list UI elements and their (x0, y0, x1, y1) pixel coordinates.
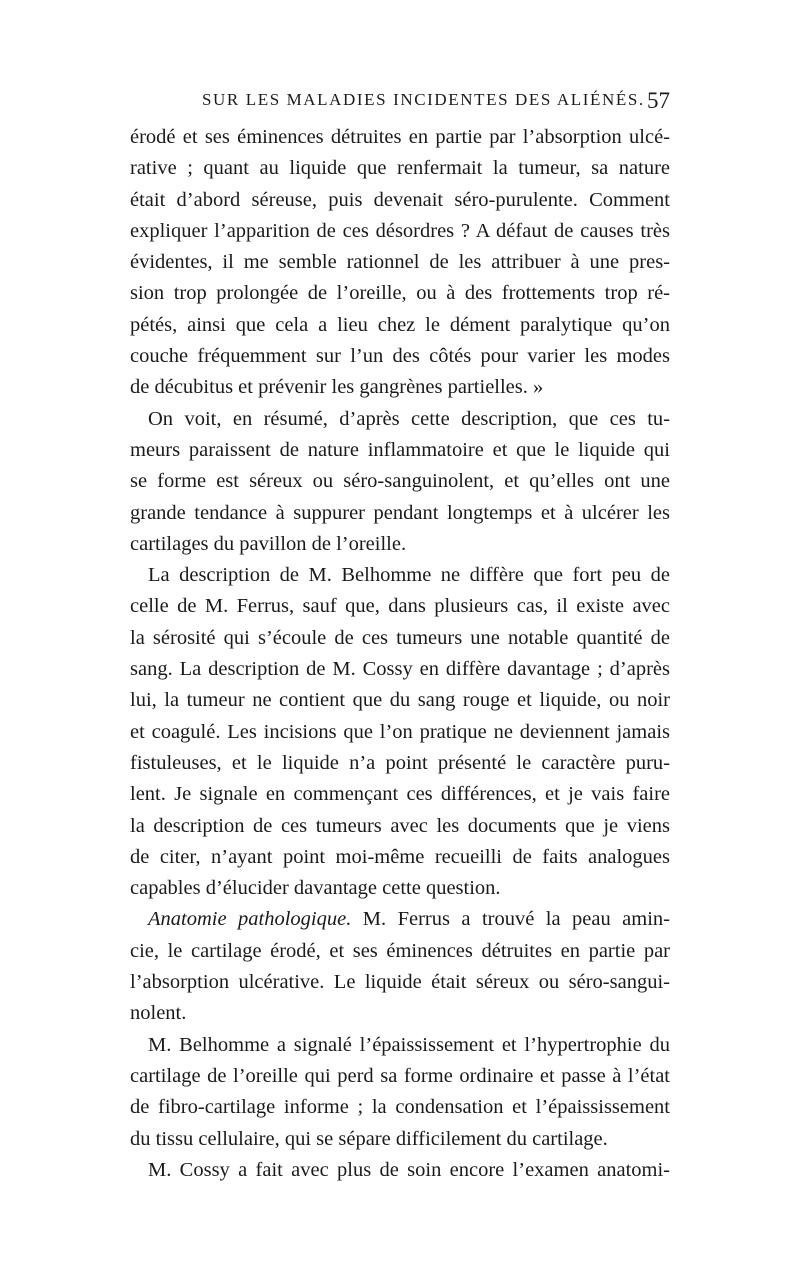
running-head (130, 88, 670, 118)
text-line: l’absorption ulcérative. Le liquide était séreux ou séro-sangui- (130, 971, 670, 994)
text-line: de citer, n’ayant point moi-même recueilli de faits analogues (130, 845, 670, 868)
text-line: nolent. (130, 1002, 187, 1025)
section-heading: Anatomie pathologique. (148, 908, 352, 931)
text-line: celle de M. Ferrus, sauf que, dans plusieurs cas, il existe avec (130, 595, 670, 618)
text-line: la sérosité qui s’écoule de ces tumeurs une notable quantité de (130, 626, 670, 649)
text-line: grande tendance à suppurer pendant longtemps et à ulcérer les (130, 501, 670, 524)
text-line: lui, la tumeur ne contient que du sang rouge et liquide, ou noir (130, 689, 670, 712)
paragraph-start: M. Belhomme a signalé l’épaississement et l’hypertrophie du (148, 1033, 670, 1056)
text-line: de décubitus et prévenir les gangrènes partielles. » (130, 376, 544, 399)
text-line: cie, le cartilage érodé, et ses éminences détruites en partie par (130, 939, 670, 962)
text-line: sang. La description de M. Cossy en diffère davantage ; d’après (130, 658, 670, 681)
text-line: couche fréquemment sur l’un des côtés pour varier les modes (130, 345, 670, 368)
body-text (130, 122, 670, 1186)
text-line: expliquer l’apparition de ces désordres ? A défaut de causes très (130, 219, 670, 242)
text-line: cartilages du pavillon de l’oreille. (130, 532, 407, 555)
text-line: rative ; quant au liquide que renfermait la tumeur, sa nature (130, 157, 670, 180)
text-line: pétés, ainsi que cela a lieu chez le dément paralytique qu’on (130, 313, 670, 336)
text-line: se forme est séreux ou séro-sanguinolent, et qu’elles ont une (130, 470, 670, 493)
text-fragment: M. Ferrus a trouvé la peau amin- (362, 908, 670, 931)
text-line: meurs paraissent de nature inflammatoire et que le liquide qui (130, 438, 670, 461)
text-line: de fibro-cartilage informe ; la condensation et l’épaississement (130, 1096, 670, 1119)
paragraph-start (130, 904, 670, 935)
text-line: lent. Je signale en commençant ces différences, et je vais faire (130, 783, 670, 806)
paragraph-start: M. Cossy a fait avec plus de soin encore l’examen anatomi- (148, 1158, 670, 1181)
paragraph-start: La description de M. Belhomme ne diffère que fort peu de (148, 564, 670, 587)
text-line: la description de ces tumeurs avec les documents que je viens (130, 814, 670, 837)
text-line: cartilage de l’oreille qui perd sa forme ordinaire et passe à l’état (130, 1064, 670, 1087)
running-title: SUR LES MALADIES INCIDENTES DES ALIÉNÉS. (202, 90, 645, 109)
text-line: était d’abord séreuse, puis devenait séro-purulente. Comment (130, 188, 670, 211)
paragraph-start: On voit, en résumé, d’après cette description, que ces tu- (148, 407, 670, 430)
text-line: et coagulé. Les incisions que l’on pratique ne deviennent jamais (130, 720, 670, 743)
text-line: érodé et ses éminences détruites en partie par l’absorption ulcé- (130, 126, 670, 148)
text-line: capables d’élucider davantage cette question. (130, 877, 501, 900)
text-line: évidentes, il me semble rationnel de les attribuer à une pres- (130, 251, 670, 274)
text-line: du tissu cellulaire, qui se sépare difficilement du cartilage. (130, 1127, 608, 1150)
text-line: fistuleuses, et le liquide n’a point présenté le caractère puru- (130, 751, 670, 774)
text-line: sion trop prolongée de l’oreille, ou à des frottements trop ré- (130, 282, 670, 305)
page-number: 57 (647, 88, 670, 113)
